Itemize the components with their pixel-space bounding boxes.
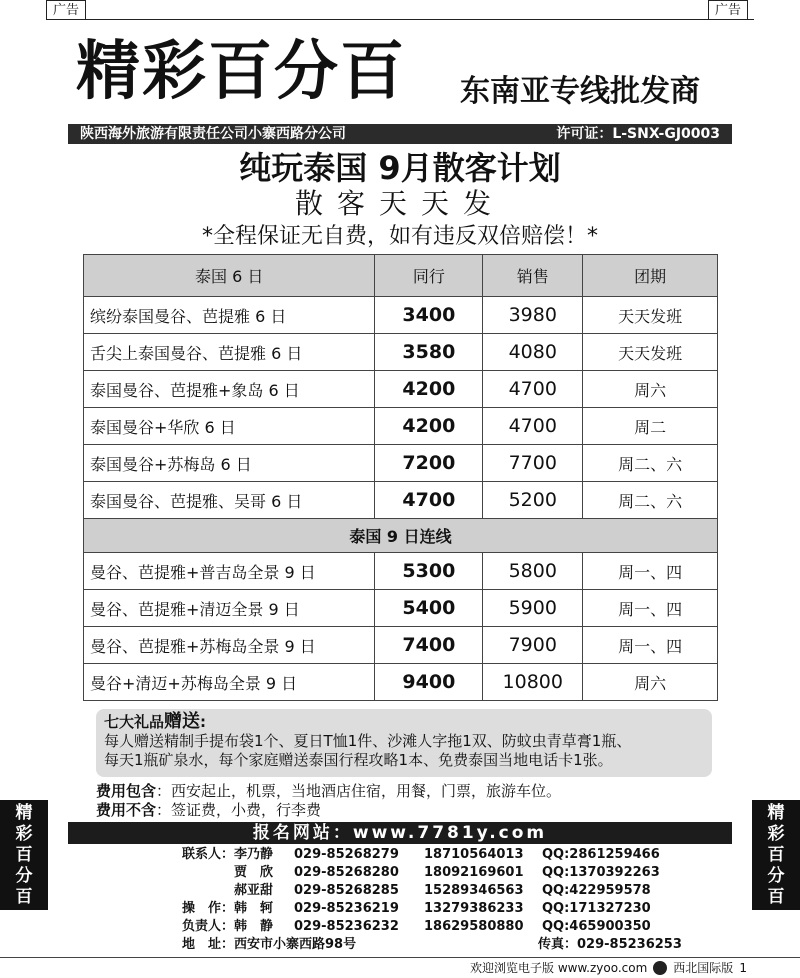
gift-title-colon: : xyxy=(200,713,207,731)
table-row xyxy=(84,408,718,445)
side-char: 百 xyxy=(767,844,785,865)
contact-qq: QQ:422959578 xyxy=(542,883,651,898)
contact-qq: QQ:1370392263 xyxy=(542,865,660,880)
contact-name: 韩 轲 xyxy=(234,901,274,916)
contact-name: 韩 静 xyxy=(234,919,274,934)
headline-guarantee: *全程保证无自费，如有违反双倍赔偿！* xyxy=(201,224,598,249)
contact-name: 郝亚甜 xyxy=(234,883,274,898)
table-row xyxy=(84,664,718,701)
fee-exclude-text: ：签证费，小费，行李费 xyxy=(156,801,322,819)
sale-price: 10800 xyxy=(483,664,583,701)
table-row xyxy=(84,334,718,371)
group-date: 周一、四 xyxy=(583,553,718,590)
peer-price: 7400 xyxy=(375,627,483,664)
contact-mobile: 18710564013 xyxy=(424,847,524,862)
brand-subtitle: 东南亚专线批发商 xyxy=(460,74,700,109)
side-char: 精 xyxy=(767,802,785,823)
contact-qq: QQ:465900350 xyxy=(542,919,651,934)
ad-tag-left: 广告 xyxy=(46,0,86,20)
contact-tel: 029-85236219 xyxy=(294,901,399,916)
contact-tel: 029-85268280 xyxy=(294,865,399,880)
peer-price: 3580 xyxy=(375,334,483,371)
address-value: 西安市小寨西路98号 xyxy=(234,937,357,952)
contact-qq: QQ:171327230 xyxy=(542,901,651,916)
gift-title xyxy=(104,712,704,732)
route-name: 缤纷泰国曼谷、芭提雅 6 日 xyxy=(84,297,375,334)
brand-title: 精彩百分百 xyxy=(76,35,406,109)
contact-row xyxy=(168,900,682,918)
route-name: 曼谷+清迈+苏梅岛全景 9 日 xyxy=(84,664,375,701)
peer-price: 4200 xyxy=(375,408,483,445)
sale-price: 4080 xyxy=(483,334,583,371)
fee-include-text: ：西安起止，机票，当地酒店住宿，用餐，门票，旅游车位。 xyxy=(156,782,562,800)
top-frame-line xyxy=(46,19,754,20)
side-tab-right xyxy=(752,800,800,910)
fax-number: 传真：029-85236253 xyxy=(538,937,682,952)
headline-main: 纯玩泰国 9月散客计划 xyxy=(239,149,561,187)
peer-price: 5300 xyxy=(375,553,483,590)
route-name: 泰国曼谷、芭提雅+象岛 6 日 xyxy=(84,371,375,408)
group-date: 周六 xyxy=(583,371,718,408)
company-name: 陕西海外旅游有限责任公司小寨西路分公司 xyxy=(80,126,346,142)
contacts-block xyxy=(168,846,682,954)
sale-price: 5900 xyxy=(483,590,583,627)
header-route: 泰国 6 日 xyxy=(84,255,375,297)
contact-role: 联系人： xyxy=(181,847,234,862)
gift-line-1: 每人赠送精制手提布袋1个、夏日T恤1件、沙滩人字拖1双、防蚊虫青草膏1瓶、 xyxy=(104,732,632,750)
peer-price: 4700 xyxy=(375,482,483,519)
gift-line-2: 每天1瓶矿泉水，每个家庭赠送泰国行程攻略1本、免费泰国当地电话卡1张。 xyxy=(104,751,613,769)
header-group: 团期 xyxy=(583,255,718,297)
side-char: 分 xyxy=(767,865,785,886)
sale-price: 5800 xyxy=(483,553,583,590)
table-row xyxy=(84,553,718,590)
contact-mobile: 18092169601 xyxy=(424,865,524,880)
contact-name: 李乃静 xyxy=(234,847,274,862)
side-char: 百 xyxy=(15,844,33,865)
route-name: 舌尖上泰国曼谷、芭提雅 6 日 xyxy=(84,334,375,371)
table-header-row xyxy=(84,255,718,297)
sale-price: 7700 xyxy=(483,445,583,482)
section-9day xyxy=(84,519,718,553)
section-9day-label: 泰国 9 日连线 xyxy=(84,519,718,553)
peer-price: 5400 xyxy=(375,590,483,627)
contact-row xyxy=(168,882,682,900)
table-row xyxy=(84,297,718,334)
group-date: 周一、四 xyxy=(583,627,718,664)
fee-include xyxy=(96,781,561,801)
contact-role: 负责人： xyxy=(181,919,234,934)
headline-sub: 散客天天发 xyxy=(294,187,505,220)
contact-row xyxy=(168,846,682,864)
contact-mobile: 15289346563 xyxy=(424,883,524,898)
footer xyxy=(470,960,747,976)
contact-row xyxy=(168,918,682,936)
address-label: 地 址： xyxy=(181,937,234,952)
footer-edition: 西北国际版 xyxy=(673,961,734,975)
side-char: 彩 xyxy=(15,823,33,844)
rows-9day xyxy=(84,553,718,701)
table-row xyxy=(84,627,718,664)
ad-tag-right: 广告 xyxy=(708,0,748,20)
group-date: 周二、六 xyxy=(583,445,718,482)
footer-page-number: 1 xyxy=(739,961,747,975)
contact-tel: 029-85268285 xyxy=(294,883,399,898)
side-char: 精 xyxy=(15,802,33,823)
footer-divider xyxy=(0,957,800,958)
peer-price: 9400 xyxy=(375,664,483,701)
header-sale: 销售 xyxy=(483,255,583,297)
sale-price: 4700 xyxy=(483,371,583,408)
contact-list xyxy=(168,846,682,936)
price-table xyxy=(83,254,718,701)
signup-website[interactable]: 报名网站：www.7781y.com xyxy=(68,822,732,844)
company-bar xyxy=(68,124,732,144)
side-char: 彩 xyxy=(767,823,785,844)
contact-role: 操 作： xyxy=(181,901,234,916)
contact-qq: QQ:2861259466 xyxy=(542,847,660,862)
table-row xyxy=(84,590,718,627)
contact-name: 贾 欣 xyxy=(234,865,274,880)
address-row xyxy=(168,936,682,954)
side-char: 百 xyxy=(15,886,33,907)
peer-price: 4200 xyxy=(375,371,483,408)
publication-logo-icon xyxy=(653,961,667,975)
contact-mobile: 18629580880 xyxy=(424,919,524,934)
license-number: 许可证：L-SNX-GJ0003 xyxy=(556,126,720,142)
route-name: 曼谷、芭提雅+清迈全景 9 日 xyxy=(84,590,375,627)
route-name: 泰国曼谷+苏梅岛 6 日 xyxy=(84,445,375,482)
contact-role xyxy=(168,882,234,900)
side-char: 分 xyxy=(15,865,33,886)
fee-exclude-label: 费用不含 xyxy=(96,801,157,819)
table-row xyxy=(84,445,718,482)
sale-price: 4700 xyxy=(483,408,583,445)
fee-exclude xyxy=(96,800,321,820)
gift-box xyxy=(96,709,712,777)
contact-tel: 029-85236232 xyxy=(294,919,399,934)
group-date: 周六 xyxy=(583,664,718,701)
group-date: 天天发班 xyxy=(583,334,718,371)
group-date: 周一、四 xyxy=(583,590,718,627)
sale-price: 5200 xyxy=(483,482,583,519)
group-date: 周二 xyxy=(583,408,718,445)
footer-text: 欢迎浏览电子版 www.zyoo.com xyxy=(470,961,648,975)
gift-title-prefix: 七大礼品 xyxy=(104,713,165,731)
route-name: 曼谷、芭提雅+苏梅岛全景 9 日 xyxy=(84,627,375,664)
side-char: 百 xyxy=(767,886,785,907)
peer-price: 7200 xyxy=(375,445,483,482)
route-name: 泰国曼谷+华欣 6 日 xyxy=(84,408,375,445)
group-date: 周二、六 xyxy=(583,482,718,519)
contact-row xyxy=(168,864,682,882)
route-name: 曼谷、芭提雅+普吉岛全景 9 日 xyxy=(84,553,375,590)
group-date: 天天发班 xyxy=(583,297,718,334)
table-row xyxy=(84,371,718,408)
contact-tel: 029-85268279 xyxy=(294,847,399,862)
header-peer: 同行 xyxy=(375,255,483,297)
peer-price: 3400 xyxy=(375,297,483,334)
side-tab-left xyxy=(0,800,48,910)
gift-title-emph: 赠送 xyxy=(164,711,201,732)
table-row xyxy=(84,482,718,519)
rows-6day xyxy=(84,297,718,519)
fee-include-label: 费用包含 xyxy=(96,782,157,800)
sale-price: 7900 xyxy=(483,627,583,664)
contact-role xyxy=(168,864,234,882)
contact-mobile: 13279386233 xyxy=(424,901,524,916)
route-name: 泰国曼谷、芭提雅、吴哥 6 日 xyxy=(84,482,375,519)
sale-price: 3980 xyxy=(483,297,583,334)
